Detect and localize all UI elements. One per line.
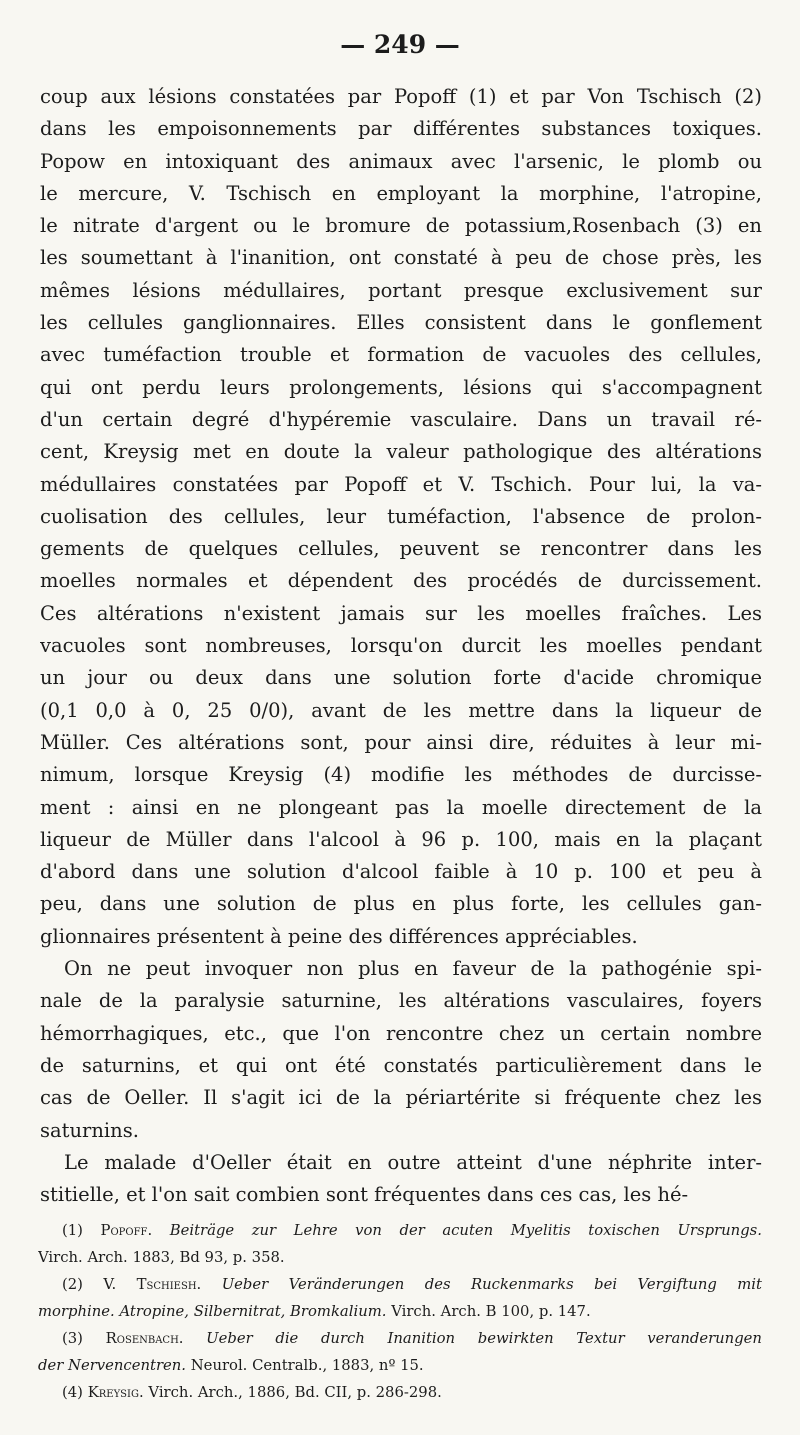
text-line: de saturnins, et qui ont été constatés particulièrement dans le xyxy=(40,1053,762,1077)
footnote-rest: Virch. Arch. 1883, Bd 93, p. 358. xyxy=(38,1249,285,1266)
footnote-line xyxy=(38,1244,762,1271)
text-line: cas de Oeller. Il s'agit ici de la périartérite si fréquente chez les xyxy=(40,1086,762,1110)
text-line: mêmes lésions médullaires, portant presque exclusivement sur xyxy=(40,278,762,302)
text-line: (0,1 0,0 à 0, 25 0/0), avant de les mettre dans la liqueur de xyxy=(40,698,762,722)
text-line: Popow en intoxiquant des animaux avec l'arsenic, le plomb ou xyxy=(40,149,762,173)
text-line: Ces altérations n'existent jamais sur les moelles fraîches. Les xyxy=(40,601,762,625)
footnote-line xyxy=(38,1298,762,1325)
footnote-line xyxy=(38,1325,762,1352)
footnote-author: Popoff. xyxy=(100,1222,153,1239)
text-line: un jour ou deux dans une solution forte d'acide chromique xyxy=(40,666,762,690)
footnote-rest: Neurol. Centralb., 1883, nº 15. xyxy=(190,1357,424,1374)
footnote-num: (3) xyxy=(62,1330,83,1347)
text-line: les soumettant à l'inanition, ont constaté à peu de chose près, les xyxy=(40,246,762,270)
footnote-title: Ueber die durch Inanition bewirkten Textur veranderungen xyxy=(206,1330,762,1347)
footnote-title: Beiträge zur Lehre von der acuten Myelitis toxischen Ursprungs. xyxy=(169,1222,762,1239)
footnote-title: der Nervencentren. xyxy=(38,1357,187,1374)
text-line: médullaires constatées par Popoff et V. Tschich. Pour lui, la va- xyxy=(40,472,762,496)
text-line: nale de la paralysie saturnine, les altérations vasculaires, foyers xyxy=(40,989,762,1013)
text-line: avec tuméfaction trouble et formation de vacuoles des cellules, xyxy=(40,343,762,367)
text-line: liqueur de Müller dans l'alcool à 96 p. 100, mais en la plaçant xyxy=(40,827,762,851)
text-line: hémorrhagiques, etc., que l'on rencontre chez un certain nombre xyxy=(40,1021,762,1045)
footnote-author: Rosenbach. xyxy=(105,1330,184,1347)
footnote-author: Kreysig. xyxy=(87,1384,144,1401)
text-line: d'abord dans une solution d'alcool faible à 10 p. 100 et peu à xyxy=(40,860,762,884)
text-line: le nitrate d'argent ou le bromure de potassium,Rosenbach (3) en xyxy=(40,214,762,238)
footnote-rest: Virch. Arch. B 100, p. 147. xyxy=(391,1303,591,1320)
text-line: qui ont perdu leurs prolongements, lésions qui s'accompagnent xyxy=(40,375,762,399)
text-line: d'un certain degré d'hypéremie vasculaire. Dans un travail ré- xyxy=(40,407,762,431)
footnote-line xyxy=(38,1217,762,1244)
text-line: ment : ainsi en ne plongeant pas la moelle directement de la xyxy=(40,795,762,819)
footnote-num: (1) xyxy=(62,1222,83,1239)
text-line: stitielle, et l'on sait combien sont fréquentes dans ces cas, les hé- xyxy=(40,1183,689,1207)
footnote-title: Ueber Veränderungen des Ruckenmarks bei Vergiftung mit xyxy=(221,1276,762,1293)
body-text xyxy=(40,81,762,1211)
text-line: le mercure, V. Tschisch en employant la morphine, l'atropine, xyxy=(40,181,762,205)
footnote-line xyxy=(38,1352,762,1379)
text-line: Le malade d'Oeller était en outre atteint d'une néphrite inter- xyxy=(64,1150,762,1174)
footnote-author: V. Tschiesh. xyxy=(103,1276,202,1293)
text-line: cent, Kreysig met en doute la valeur pathologique des altérations xyxy=(40,440,762,464)
footnote-title: morphine. Atropine, Silbernitrat, Bromkalium. xyxy=(38,1303,387,1320)
text-line: dans les empoisonnements par différentes substances toxiques. xyxy=(40,117,762,141)
page-number: — 249 — xyxy=(340,30,460,59)
text-line: cuolisation des cellules, leur tuméfaction, l'absence de prolon- xyxy=(40,504,762,528)
text-line: peu, dans une solution de plus en plus forte, les cellules gan- xyxy=(40,892,762,916)
text-line: gements de quelques cellules, peuvent se rencontrer dans les xyxy=(40,537,762,561)
text-line: nimum, lorsque Kreysig (4) modifie les méthodes de durcisse- xyxy=(40,763,762,787)
text-line: glionnaires présentent à peine des différences appréciables. xyxy=(40,924,638,948)
text-line: coup aux lésions constatées par Popoff (1) et par Von Tschisch (2) xyxy=(40,85,762,108)
footnote-line xyxy=(38,1271,762,1298)
footnotes xyxy=(38,1217,762,1406)
text-line: les cellules ganglionnaires. Elles consistent dans le gonflement xyxy=(40,311,762,335)
text-line: On ne peut invoquer non plus en faveur de la pathogénie spi- xyxy=(64,957,762,981)
footnote-line xyxy=(38,1379,762,1406)
text-line: Müller. Ces altérations sont, pour ainsi dire, réduites à leur mi- xyxy=(40,730,762,754)
footnote-num: (4) xyxy=(62,1384,83,1401)
footnote-rest: Virch. Arch., 1886, Bd. CII, p. 286-298. xyxy=(148,1384,442,1401)
footnote-num: (2) xyxy=(62,1276,83,1293)
text-line: moelles normales et dépendent des procédés de durcissement. xyxy=(40,569,762,593)
text-line: saturnins. xyxy=(40,1118,139,1142)
text-line: vacuoles sont nombreuses, lorsqu'on durcit les moelles pendant xyxy=(40,634,762,658)
